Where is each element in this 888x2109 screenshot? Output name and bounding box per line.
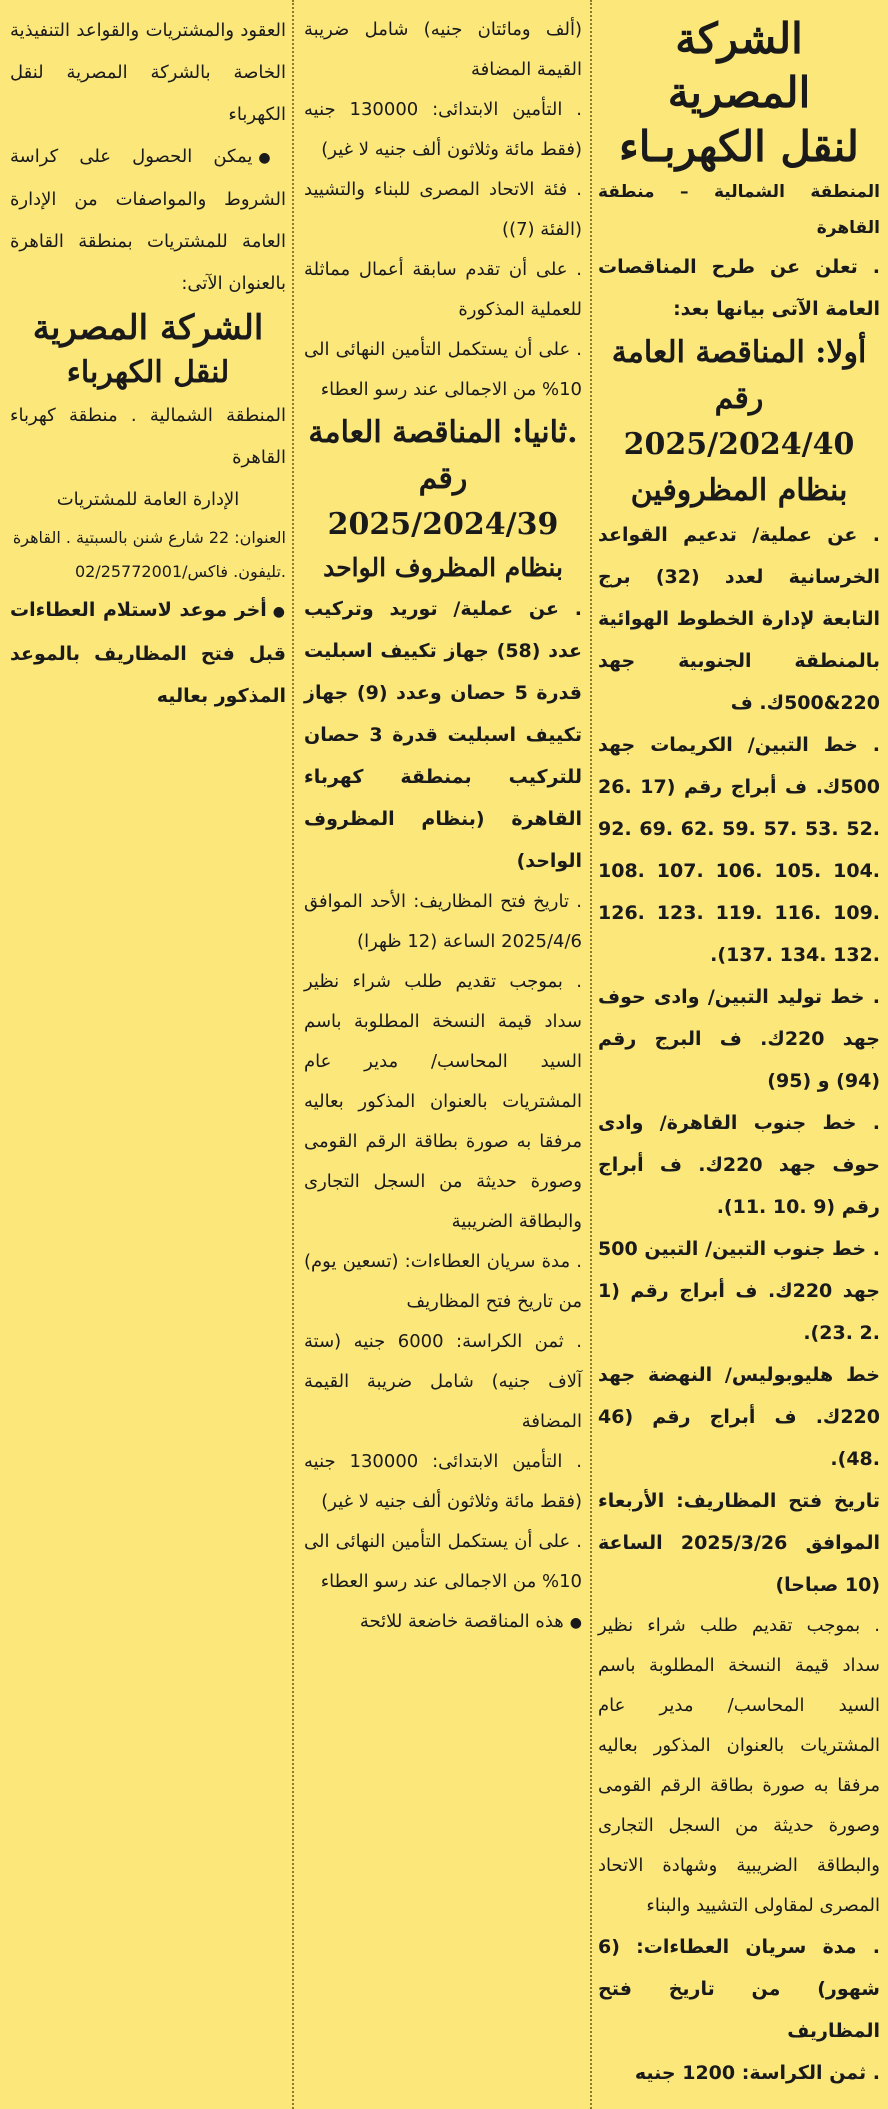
column-1	[592, 0, 888, 2109]
tender2-work: . عن عملية/ توريد وتركيب عدد (58) جهاز تكييف اسبليت قدرة 5 حصان وعدد (9) جهاز تكييف اسبليت قدرة 3 حصان للتركيب بمنطقة كهرباء القاهرة (بنظام المظروف الواحد)	[304, 598, 582, 872]
tender1-category: . فئة الاتحاد المصرى للبناء والتشييد (الفئة (7))	[304, 179, 582, 240]
tender1-purchase: . بموجب تقديم طلب شراء نظير سداد قيمة النسخة المطلوبة باسم السيد المحاسب/ مدير عام المشتريات بالعنوان المذكور بعاليه مرفقا به صورة بطاقة الرقم القومى وصورة حديثة من السجل التجارى والبطاقة الضريبية وشهادة الاتحاد المصرى لمقاولى التشييد والبناء	[598, 1615, 880, 1916]
tender2-title: .ثانيا: المناقصة العامة	[308, 415, 578, 450]
tender1-number: رقم 2025/2024/40	[623, 381, 855, 462]
tender2-price: . ثمن الكراسة: 6000 جنيه (ستة آلاف جنيه) شامل ضريبة القيمة المضافة	[304, 1331, 582, 1432]
tender2-opening: . تاريخ فتح المظاريف: الأحد الموافق 2025/4/6 الساعة (12 ظهرا)	[304, 891, 582, 952]
tender1-validity: . مدة سريان العطاءات: (6 شهور) من تاريخ فتح المظاريف	[598, 1936, 880, 2042]
column-3	[0, 0, 294, 2109]
contact-address: العنوان: 22 شارع شنن بالسبتية . القاهرة	[12, 528, 286, 547]
tender1-line-d: . خط جنوب التبين/ التبين 500 جهد 220ك. ف أبراج رقم (1 .2 .23).	[598, 1238, 881, 1344]
tender1-experience: . على أن تقدم سابقة أعمال مماثلة للعملية المذكورة	[304, 259, 582, 320]
rules-note: ● هذه المناقصة خاضعة للائحة	[304, 1602, 582, 1643]
tender2-insurance: . التأمين الابتدائى: 130000 جنيه (فقط مائة وثلاثون ألف جنيه لا غير)	[304, 1451, 582, 1512]
tender2-purchase: . بموجب تقديم طلب شراء نظير سداد قيمة النسخة المطلوبة باسم السيد المحاسب/ مدير عام المشتريات بالعنوان المذكور بعاليه مرفقا به صورة بطاقة الرقم القومى وصورة حديثة من السجل التجارى والبطاقة الضريبية	[304, 971, 582, 1232]
deadline-note: ● أخر موعد لاستلام العطاءات قبل فتح المظاريف بالموعد المذكور بعاليه	[10, 589, 286, 717]
tender2-validity: . مدة سريان العطاءات: (تسعين يوم) من تاريخ فتح المظاريف	[304, 1251, 582, 1312]
tender2-number: رقم 2025/2024/39	[327, 461, 559, 542]
tender1-line-e: خط هليوبوليس/ النهضة جهد 220ك. ف أبراج رقم (46 .48).	[598, 1364, 880, 1470]
tender1-title: أولا: المناقصة العامة	[611, 335, 867, 370]
tender1-line-b: . خط توليد التبين/ وادى حوف جهد 220ك. ف البرج رقم (94) و (95)	[598, 986, 880, 1092]
contact-phone: .تليفون. فاكس/02/25772001	[74, 562, 286, 581]
contact-department: الإدارة العامة للمشتريات	[56, 489, 240, 510]
tender1-line-a: . خط التبين/ الكريمات جهد 500ك. ف أبراج رقم (17 .26 .52 .53 .57 .59 .62 .69 .92 .104 .105 .106 .107 .108 .109 .116 .119 .123 .126 .132 .134 .137).	[598, 734, 881, 966]
tender1-insurance: . التأمين الابتدائى: 130000 جنيه (فقط مائة وثلاثون ألف جنيه لا غير)	[304, 99, 582, 160]
obtain-specs-note: ● يمكن الحصول على كراسة الشروط والمواصفات من الإدارة العامة للمشتريات بمنطقة القاهرة بالعنوان الآتى:	[10, 136, 286, 305]
tender1-system: بنظام المظروفين	[630, 473, 848, 508]
company-name-line2: لنقل الكهربـاء	[619, 122, 859, 171]
tender1-final-insurance: . على أن يستكمل التأمين النهائى الى 10% من الاجمالى عند رسو العطاء	[304, 339, 582, 400]
tender1-price-cont: (ألف ومائتان جنيه) شامل ضريبة القيمة المضافة	[304, 19, 582, 80]
company-name-line1: الشركة المصرية	[667, 14, 811, 117]
contact-company-line1: الشركة المصرية	[32, 308, 264, 348]
tender2-final-insurance: . على أن يستكمل التأمين النهائى الى 10% من الاجمالى عند رسو العطاء	[304, 1531, 582, 1592]
tender1-work: . عن عملية/ تدعيم القواعد الخرسانية لعدد (32) برج التابعة لإدارة الخطوط الهوائية بالمنطقة الجنوبية جهد 220&500ك. ف	[598, 524, 880, 714]
announcement-text: . تعلن عن طرح المناقصات العامة الآتى بيانها بعد:	[598, 256, 880, 320]
tender1-price: . ثمن الكراسة: 1200 جنيه	[634, 2062, 880, 2084]
tender1-opening: تاريخ فتح المظاريف: الأربعاء الموافق 2025/3/26 الساعة (10 صباحا)	[598, 1490, 880, 1596]
contact-region: المنطقة الشمالية . منطقة كهرباء القاهرة	[10, 405, 286, 468]
tender1-line-c: . خط جنوب القاهرة/ وادى حوف جهد 220ك. ف أبراج رقم (9 .10 .11).	[598, 1112, 880, 1218]
tender2-system: بنظام المظروف الواحد	[323, 553, 563, 582]
contact-company-line2: لنقل الكهرباء	[66, 355, 230, 390]
column-2	[294, 0, 592, 2109]
region-line: المنطقة الشمالية – منطقة القاهرة	[598, 182, 880, 238]
rules-note-cont: العقود والمشتريات والقواعد التنفيذية الخاصة بالشركة المصرية لنقل الكهرباء	[10, 20, 286, 125]
